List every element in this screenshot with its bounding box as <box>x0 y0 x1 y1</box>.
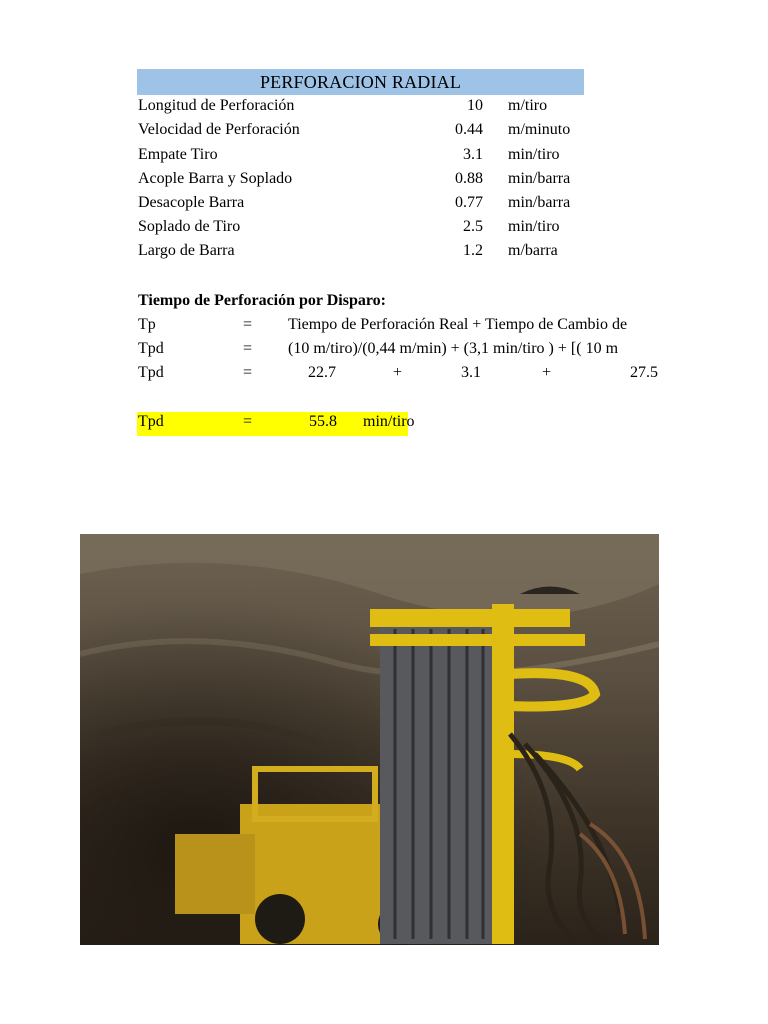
param-value: 0.77 <box>455 194 483 211</box>
param-unit: m/barra <box>508 242 558 259</box>
result-row <box>137 412 415 436</box>
param-unit: min/tiro <box>508 146 560 163</box>
term-real: 22.7 <box>308 364 336 381</box>
param-row-empate <box>138 146 598 170</box>
plus-sign: + <box>542 364 552 381</box>
param-label: Largo de Barra <box>138 242 235 259</box>
result-unit: min/tiro <box>363 413 415 430</box>
param-unit: m/minuto <box>508 121 571 138</box>
param-value: 0.44 <box>455 121 483 138</box>
plus-sign: + <box>393 364 403 381</box>
param-label: Longitud de Perforación <box>138 97 295 114</box>
equation-symbol: Tp <box>138 316 156 333</box>
param-row-largo <box>138 242 598 266</box>
equation-row-tpd-formula <box>138 340 768 364</box>
equation-symbol: Tpd <box>138 364 164 381</box>
result-value: 55.8 <box>309 413 337 430</box>
param-unit: min/barra <box>508 194 571 211</box>
param-row-longitud <box>138 97 598 121</box>
param-label: Empate Tiro <box>138 146 218 163</box>
equation-symbol: Tpd <box>138 340 164 357</box>
param-label: Velocidad de Perforación <box>138 121 300 138</box>
equation-row-tpd-values <box>138 364 768 388</box>
param-unit: min/barra <box>508 170 571 187</box>
equals-sign: = <box>243 340 253 357</box>
equation-row-tp <box>138 316 768 340</box>
param-value: 2.5 <box>463 218 483 235</box>
param-unit: min/tiro <box>508 218 560 235</box>
param-value: 3.1 <box>463 146 483 163</box>
header-title: PERFORACION RADIAL <box>259 71 462 92</box>
param-value: 0.88 <box>455 170 483 187</box>
result-symbol: Tpd <box>138 413 164 430</box>
equals-sign: = <box>243 364 253 381</box>
param-label: Acople Barra y Soplado <box>138 170 293 187</box>
header-bar <box>137 69 584 95</box>
param-row-soplado <box>138 218 598 242</box>
param-label: Soplado de Tiro <box>138 218 241 235</box>
param-row-desacople <box>138 194 598 218</box>
drill-rig-illustration <box>80 534 659 945</box>
section-title: Tiempo de Perforación por Disparo: <box>138 292 386 309</box>
drill-rig-photo <box>80 534 659 945</box>
result-equals: = <box>243 413 253 430</box>
param-value: 10 <box>467 97 483 114</box>
term-empate: 3.1 <box>461 364 481 381</box>
equation-expression: (10 m/tiro)/(0,44 m/min) + (3,1 min/tiro ) + [( 10 m <box>288 340 619 357</box>
param-unit: m/tiro <box>508 97 548 114</box>
term-cambio: 27.5 <box>630 364 658 381</box>
param-value: 1.2 <box>463 242 483 259</box>
param-row-velocidad <box>138 121 598 145</box>
param-row-acople <box>138 170 598 194</box>
param-label: Desacople Barra <box>138 194 245 211</box>
equals-sign: = <box>243 316 253 333</box>
equation-expression: Tiempo de Perforación Real + Tiempo de Cambio de <box>288 316 628 333</box>
